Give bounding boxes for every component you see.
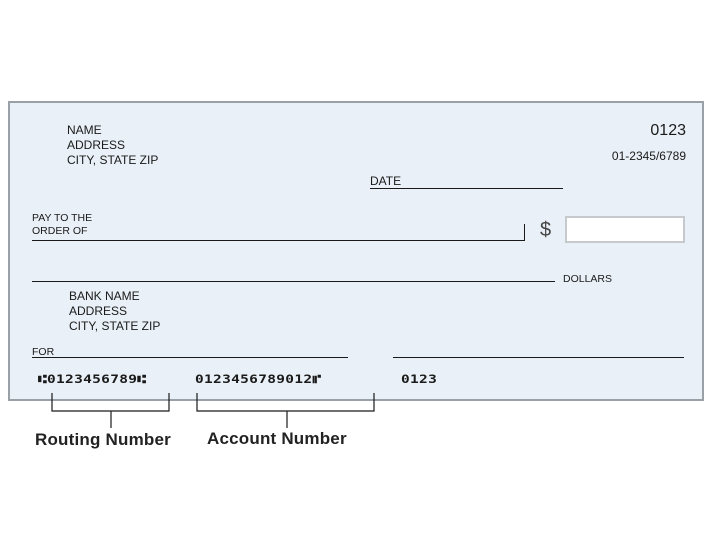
date-line: [370, 188, 563, 189]
micr-routing: ⑆0123456789⑆: [38, 373, 147, 387]
routing-number-caption: Routing Number: [35, 430, 171, 449]
payer-name: NAME: [67, 123, 102, 137]
micr-check-number: 0123: [401, 373, 438, 387]
pay-to-label-line-1: PAY TO THE: [32, 212, 93, 224]
date-label: DATE: [370, 174, 402, 188]
fraction-code: 01-2345/6789: [611, 149, 686, 163]
memo-label: FOR: [32, 346, 55, 358]
bank-city-state-zip: CITY, STATE ZIP: [69, 319, 161, 333]
pay-to-label-line-2: ORDER OF: [32, 225, 88, 237]
payee-line-end: [524, 224, 525, 241]
signature-line: [393, 357, 684, 358]
bank-address: ADDRESS: [69, 304, 128, 318]
payer-block: [67, 123, 158, 168]
account-number-caption: Account Number: [207, 429, 347, 448]
check: [8, 101, 704, 401]
amount-box: [565, 216, 685, 243]
payer-city-state-zip: CITY, STATE ZIP: [67, 153, 159, 167]
dollar-sign: $: [540, 219, 552, 241]
payee-line: [32, 240, 525, 241]
memo-line: [32, 357, 348, 358]
bank-block: [69, 289, 160, 334]
micr-account: 0123456789012⑈: [195, 373, 322, 387]
dollars-label: DOLLARS: [563, 273, 613, 285]
payer-address: ADDRESS: [67, 138, 126, 152]
bank-name: BANK NAME: [69, 289, 140, 303]
check-number: 0123: [650, 122, 686, 139]
pay-to-label: [32, 212, 92, 238]
amount-words-line: [32, 281, 555, 282]
